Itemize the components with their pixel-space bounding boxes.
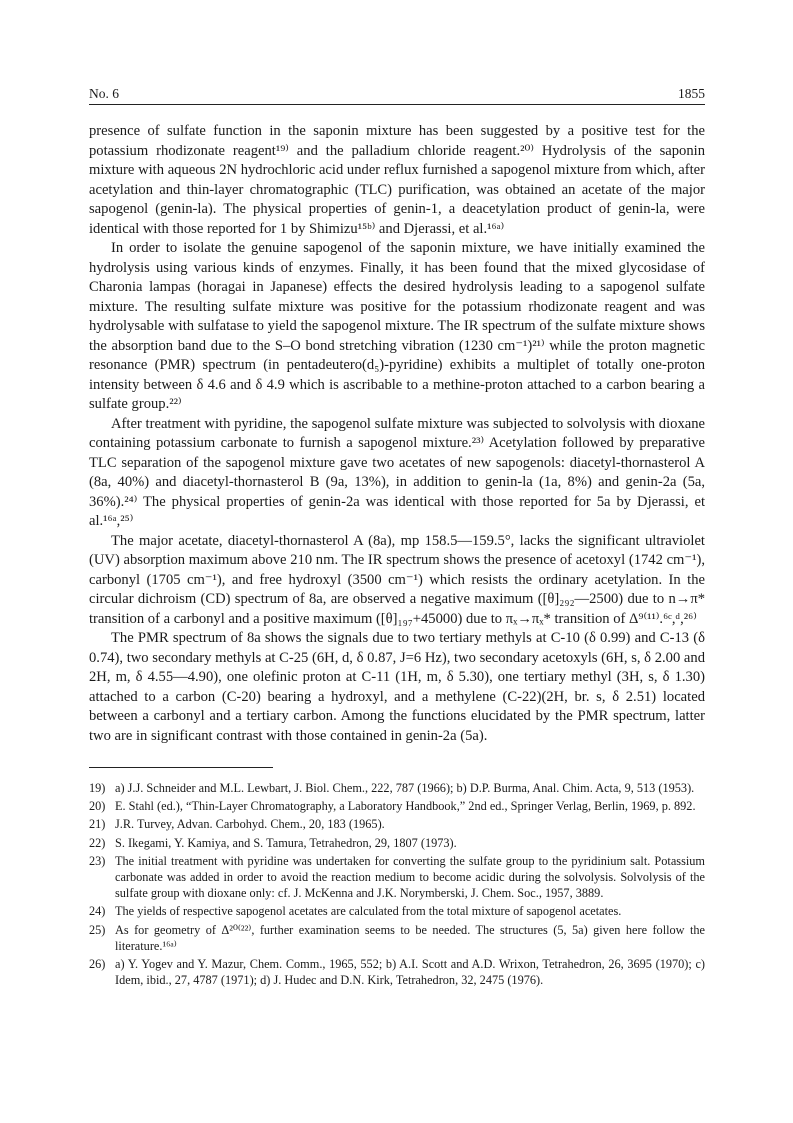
- footnote-19: [89, 780, 705, 796]
- footnote-text: J.R. Turvey, Advan. Carbohyd. Chem., 20, 183 (1965).: [115, 817, 385, 832]
- footnote-text: The yields of respective sapogenol acetates are calculated from the total mixture of sapogenol acetates.: [115, 904, 622, 919]
- footnote-20: [89, 798, 705, 814]
- footnote-text: S. Ikegami, Y. Kamiya, and S. Tamura, Tetrahedron, 29, 1807 (1973).: [115, 835, 457, 850]
- footnote-number: 22): [89, 835, 106, 850]
- page-number: 1855: [678, 86, 705, 101]
- footnote-22: [89, 835, 705, 851]
- paragraph-5: The PMR spectrum of 8a shows the signals due to two tertiary methyls at C-10 (δ 0.99) and C-13 (δ 0.74), two secondary methyls at C-25 (6H, d, δ 0.87, J=6 Hz), two secondary acetoxyls (6H, s, δ 2.00 and 2H, m, δ 4.55—4.90), one olefinic proton at C-11 (1H, m, δ 5.30), one tertiary methyl (3H, s, δ 1.30) attached to a carbon (C-20) bearing a hydroxyl, and a methylene (C-22)(2H, br. s, δ 2.51) located between a carbonyl and a tertiary carbon. Among the functions elucidated by the PMR spectrum, latter two are in significant contrast with those contained in genin-2a (5a).: [89, 630, 705, 744]
- footnotes: [89, 780, 705, 990]
- running-header: [89, 86, 705, 102]
- footnote-text: a) Y. Yogev and Y. Mazur, Chem. Comm., 1965, 552; b) A.I. Scott and A.D. Wrixon, Tetrahedron, 26, 3695 (1970); c) Idem, ibid., 27, 4787 (1971); d) J. Hudec and D.N. Kirk, Tetrahedron, 32, 2475 (1976).: [115, 957, 705, 988]
- footnote-21: [89, 816, 705, 832]
- paragraph-2: In order to isolate the genuine sapogenol of the saponin mixture, we have initially examined the hydrolysis using various kinds of enzymes. Finally, it has been found that the mixed glycosidase of Charonia lampas (horagai in Japanese) effects the desired hydrolysis leading to a sapogenol sulfate mixture. The resulting sulfate mixture was positive for the potassium rhodizonate reagent and was hydrolysable with sulfatase to yield the sapogenol mixture. The IR spectrum of the sulfate mixture shows the absorption band due to the S–O bond stretching vibration (1230 cm⁻¹)²¹⁾ while the proton magnetic resonance (PMR) spectrum (in pentadeutero(d₅)-pyridine) exhibits a multiplet of totally one-proton intensity between δ 4.6 and δ 4.9 which is ascribable to a methine-proton attached to a carbon bearing a sulfate group.²²⁾: [89, 240, 705, 412]
- footnote-number: 23): [89, 853, 106, 868]
- issue-number: No. 6: [89, 86, 119, 101]
- footnote-25: [89, 922, 705, 954]
- footnote-text: E. Stahl (ed.), “Thin-Layer Chromatography, a Laboratory Handbook,” 2nd ed., Springer Verlag, Berlin, 1969, p. 892.: [115, 799, 696, 814]
- footnote-number: 19): [89, 781, 106, 795]
- paragraph-1: presence of sulfate function in the saponin mixture has been suggested by a positive test for the potassium rhodizonate reagent¹⁹⁾ and the palladium chloride reagent.²⁰⁾ Hydrolysis of the saponin mixture with aqueous 2N hydrochloric acid under reflux furnished a sapogenol mixture from which, after acetylation and thin-layer chromatographic (TLC) purification, was obtained an acetate of the major sapogenol (genin-la). The physical properties of genin-1, a deacetylation product of genin-la, were identical with those reported for 1 by Shimizu¹⁵ᵇ⁾ and Djerassi, et al.¹⁶ᵃ⁾: [89, 123, 705, 237]
- main-text: [89, 122, 705, 746]
- footnote-text: a) J.J. Schneider and M.L. Lewbart, J. Biol. Chem., 222, 787 (1966); b) D.P. Burma, Anal. Chim. Acta, 9, 513 (1953).: [115, 781, 695, 795]
- footnote-26: [89, 956, 705, 988]
- footnote-number: 20): [89, 799, 106, 814]
- footnote-rule: [89, 767, 273, 768]
- footnote-text: The initial treatment with pyridine was undertaken for converting the sulfate group to the pyridinium salt. Potassium carbonate was added in order to avoid the reaction medium to become acidic during the solvolysis. Solvolysis of the sulfate group with dioxane only: cf. J. McKenna and J.K. Norymberski, J. Chem. Soc., 1957, 3889.: [115, 853, 705, 901]
- footnote-text: As for geometry of Δ²⁰⁽²²⁾, further examination seems to be needed. The structures (5, 5a) given here follow the literature.¹⁶ᵃ⁾: [115, 922, 705, 953]
- footnote-number: 24): [89, 904, 106, 919]
- header-rule: [89, 104, 705, 105]
- paragraph-4: The major acetate, diacetyl-thornasterol A (8a), mp 158.5—159.5°, lacks the significant ultraviolet (UV) absorption maximum above 210 nm. The IR spectrum shows the presence of acetoxyl (1742 cm⁻¹), carbonyl (1705 cm⁻¹), and free hydroxyl (3500 cm⁻¹) which resists the ordinary acetylation. In the circular dichroism (CD) spectrum of 8a, are observed a negative maximum ([θ]₂₉₂—2500) due to n→π* transition of a carbonyl and a positive maximum ([θ]₁₉₇+45000) due to πₓ→πₓ* transition of Δ⁹⁽¹¹⁾.⁶ᶜ,ᵈ,²⁶⁾: [89, 532, 705, 627]
- footnote-number: 21): [89, 817, 106, 832]
- paragraph-3: After treatment with pyridine, the sapogenol sulfate mixture was subjected to solvolysis with dioxane containing potassium carbonate to furnish a sapogenol mixture.²³⁾ Acetylation followed by preparative TLC separation of the sapogenol mixture gave two acetates of new sapogenols: diacetyl-thornasterol A (8a, 40%) and diacetyl-thornasterol B (9a, 13%), in addition to genin-la (1a, 8%) and genin-2a (5a, 36%).²⁴⁾ The physical properties of genin-2a was identical with those reported for 5a by Djerassi, et al.¹⁶ᵃ,²⁵⁾: [89, 415, 705, 529]
- footnote-number: 26): [89, 957, 106, 972]
- footnote-24: [89, 903, 705, 919]
- footnote-23: [89, 853, 705, 902]
- footnote-number: 25): [89, 922, 106, 937]
